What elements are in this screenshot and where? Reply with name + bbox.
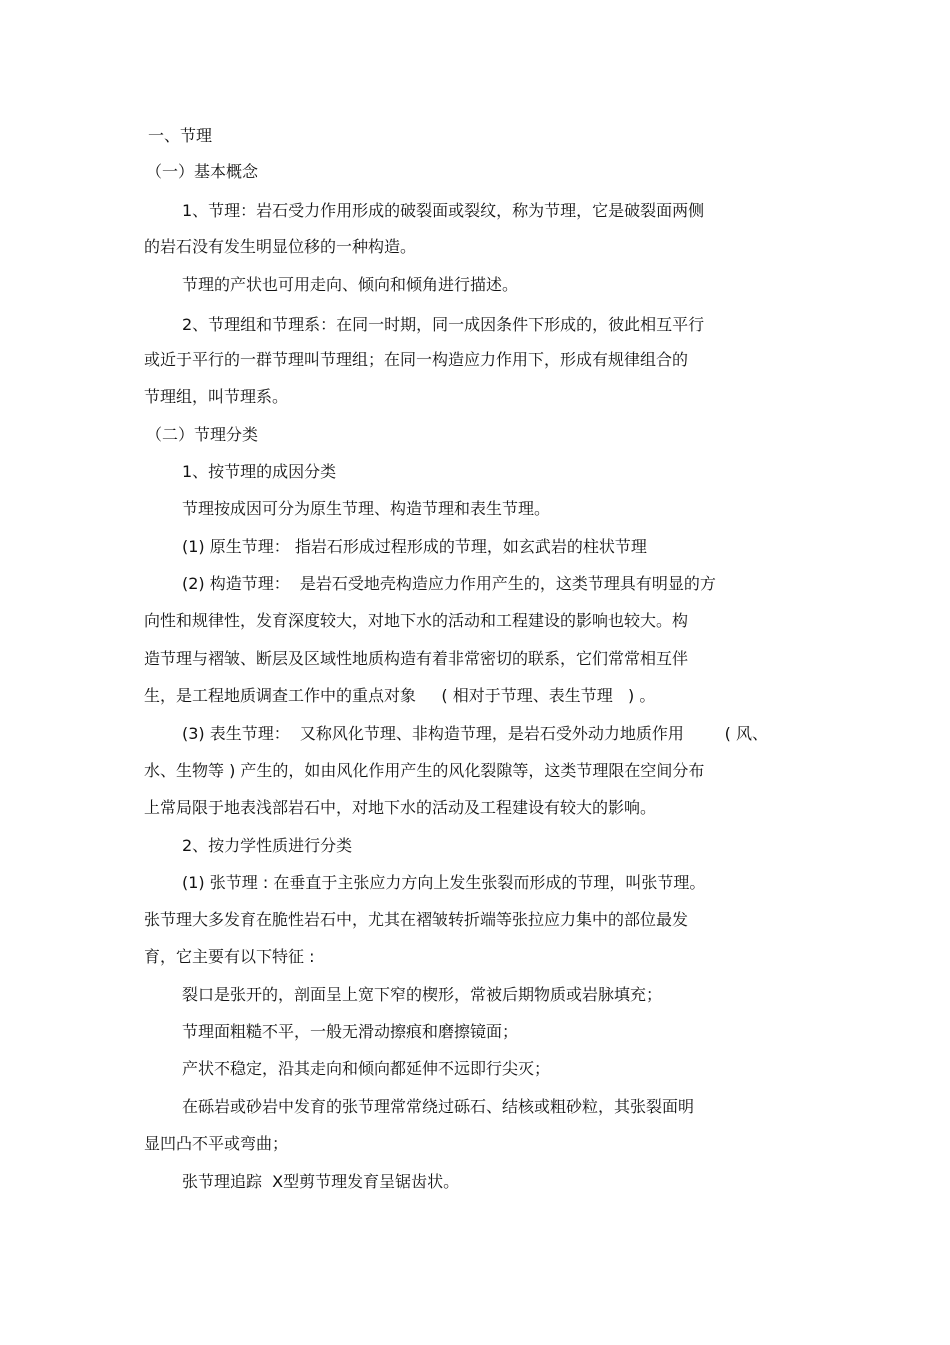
- paragraph-line: 育，它主要有以下特征 :: [144, 947, 315, 966]
- subsection-heading: （一）基本概念: [146, 162, 259, 181]
- paragraph-line: (3) 表生节理： 又称风化节理、非构造节理，是岩石受外动力地质作用 ( 风、: [182, 724, 768, 743]
- paragraph-line: 造节理与褶皱、断层及区域性地质构造有着非常密切的联系，它们常常相互伴: [144, 649, 689, 668]
- paragraph-line: (1) 原生节理： 指岩石形成过程形成的节理，如玄武岩的柱状节理: [182, 537, 647, 556]
- paragraph-line: 节理按成因可分为原生节理、构造节理和表生节理。: [182, 499, 551, 518]
- list-item: 张节理追踪 X型剪节理发育呈锯齿状。: [182, 1172, 460, 1191]
- list-item: 节理面粗糙不平，一般无滑动擦痕和磨擦镜面；: [182, 1022, 519, 1041]
- paragraph-line: 生，是工程地质调查工作中的重点对象 ( 相对于节理、表生节理 ) 。: [144, 686, 656, 705]
- paragraph-line: 水、生物等 ) 产生的，如由风化作用产生的风化裂隙等，这类节理限在空间分布: [144, 761, 705, 780]
- paragraph-line: 的岩石没有发生明显位移的一种构造。: [144, 237, 417, 256]
- paragraph-line: 或近于平行的一群节理叫节理组；在同一构造应力作用下，形成有规律组合的: [144, 350, 689, 369]
- paragraph-line: (2) 构造节理： 是岩石受地壳构造应力作用产生的，这类节理具有明显的方: [182, 574, 716, 593]
- list-item: 裂口是张开的，剖面呈上宽下窄的楔形，常被后期物质或岩脉填充；: [182, 985, 663, 1004]
- paragraph-line: (1) 张节理 : 在垂直于主张应力方向上发生张裂而形成的节理，叫张节理。: [182, 873, 706, 892]
- subsection-heading: （二）节理分类: [146, 425, 259, 444]
- paragraph-line: 节理的产状也可用走向、倾向和倾角进行描述。: [182, 275, 519, 294]
- paragraph-line: 2、按力学性质进行分类: [182, 836, 353, 855]
- section-heading: 一、节理: [148, 126, 213, 145]
- list-item: 产状不稳定，沿其走向和倾向都延伸不远即行尖灭；: [182, 1059, 551, 1078]
- paragraph-line: 节理组，叫节理系。: [144, 387, 289, 406]
- list-item: 在砾岩或砂岩中发育的张节理常常绕过砾石、结核或粗砂粒，其张裂面明: [182, 1097, 695, 1116]
- paragraph-line: 显凹凸不平或弯曲；: [144, 1134, 289, 1153]
- paragraph-line: 张节理大多发育在脆性岩石中，尤其在褶皱转折端等张拉应力集中的部位最发: [144, 910, 689, 929]
- paragraph-line: 向性和规律性，发育深度较大，对地下水的活动和工程建设的影响也较大。构: [144, 611, 689, 630]
- paragraph-line: 上常局限于地表浅部岩石中，对地下水的活动及工程建设有较大的影响。: [144, 798, 657, 817]
- paragraph-line: 1、按节理的成因分类: [182, 462, 337, 481]
- paragraph-line: 1、节理：岩石受力作用形成的破裂面或裂纹，称为节理，它是破裂面两侧: [182, 201, 705, 220]
- paragraph-line: 2、节理组和节理系：在同一时期，同一成因条件下形成的，彼此相互平行: [182, 315, 705, 334]
